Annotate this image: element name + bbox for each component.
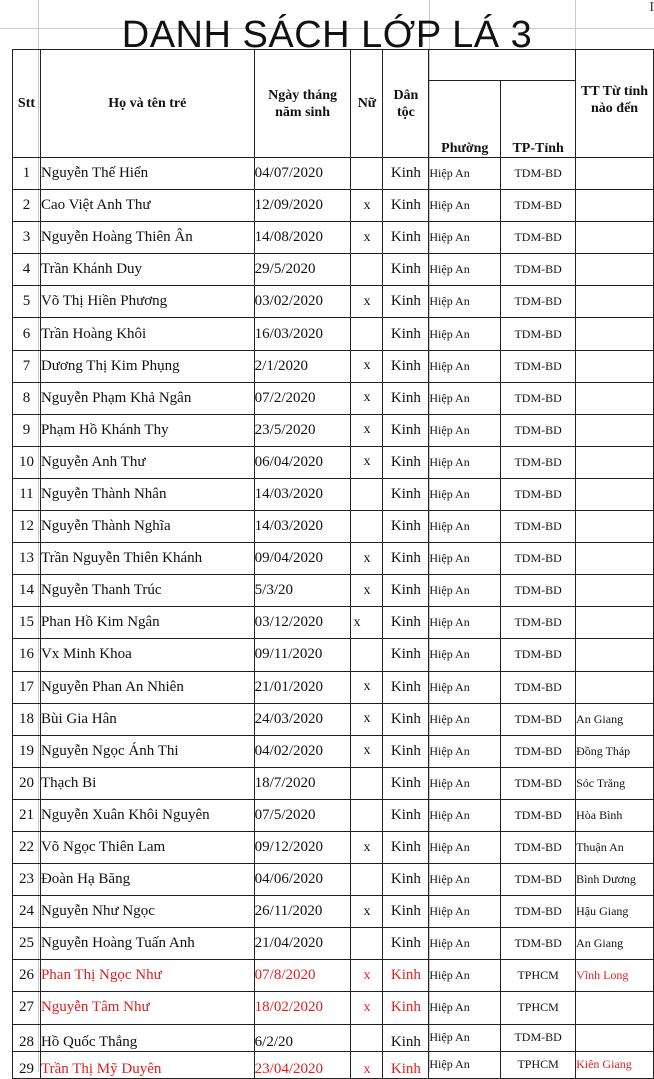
row-ward: Hiệp An — [429, 960, 501, 992]
row-ethnicity: Kinh — [383, 222, 429, 254]
row-dob: 09/04/2020 — [254, 543, 351, 575]
row-female-mark: x — [351, 382, 383, 414]
row-dob: 21/04/2020 — [254, 928, 351, 960]
row-ethnicity: Kinh — [383, 511, 429, 543]
row-dob: 6/2/20 — [254, 1024, 351, 1051]
row-ward: Hiệp An — [429, 446, 501, 478]
row-female-mark: x — [351, 286, 383, 318]
table-row — [13, 222, 654, 254]
row-ethnicity: Kinh — [383, 767, 429, 799]
table-row — [13, 158, 654, 190]
row-dob: 04/07/2020 — [254, 158, 351, 190]
row-stt: 14 — [13, 575, 41, 607]
header-stt: Stt — [13, 50, 41, 158]
row-female-mark — [351, 639, 383, 671]
row-origin: An Giang — [576, 703, 654, 735]
row-stt: 26 — [13, 960, 41, 992]
row-female-mark: x — [351, 831, 383, 863]
row-ethnicity: Kinh — [383, 799, 429, 831]
row-ethnicity: Kinh — [383, 318, 429, 350]
row-female-mark: x — [351, 607, 383, 639]
row-province: TDM-BD — [501, 671, 576, 703]
row-province: TDM-BD — [501, 254, 576, 286]
row-ethnicity: Kinh — [383, 382, 429, 414]
row-name: Trần Nguyễn Thiên Khánh — [40, 543, 254, 575]
table-row — [13, 831, 654, 863]
row-ward: Hiệp An — [429, 318, 501, 350]
row-stt: 3 — [13, 222, 41, 254]
row-ethnicity: Kinh — [383, 896, 429, 928]
row-female-mark: x — [351, 190, 383, 222]
row-ethnicity: Kinh — [383, 286, 429, 318]
row-female-mark: x — [351, 575, 383, 607]
table-row — [13, 478, 654, 510]
row-province: TPHCM — [501, 1051, 576, 1078]
header-name: Họ và tên trẻ — [40, 50, 254, 158]
table-row — [13, 607, 654, 639]
row-province: TDM-BD — [501, 607, 576, 639]
row-province: TDM-BD — [501, 1024, 576, 1051]
row-ward: Hiệp An — [429, 222, 501, 254]
row-province: TDM-BD — [501, 190, 576, 222]
row-ward: Hiệp An — [429, 735, 501, 767]
table-row — [13, 286, 654, 318]
row-dob: 06/04/2020 — [254, 446, 351, 478]
row-dob: 04/06/2020 — [254, 864, 351, 896]
row-dob: 14/03/2020 — [254, 511, 351, 543]
row-ethnicity: Kinh — [383, 350, 429, 382]
row-name: Nguyễn Hoàng Thiên Ân — [40, 222, 254, 254]
row-female-mark: x — [351, 671, 383, 703]
row-origin: Đồng Tháp — [576, 735, 654, 767]
row-province: TDM-BD — [501, 446, 576, 478]
row-origin — [576, 511, 654, 543]
header-address-group — [429, 50, 576, 81]
row-dob: 12/09/2020 — [254, 190, 351, 222]
table-row — [13, 639, 654, 671]
row-origin — [576, 446, 654, 478]
row-name: Nguyễn Phan An Nhiên — [40, 671, 254, 703]
row-female-mark: x — [351, 703, 383, 735]
row-female-mark: x — [351, 446, 383, 478]
header-province: TP-Tỉnh — [501, 81, 576, 158]
row-origin: Hậu Giang — [576, 896, 654, 928]
table-row — [13, 254, 654, 286]
row-dob: 23/04/2020 — [254, 1051, 351, 1078]
row-stt: 27 — [13, 992, 41, 1024]
row-dob: 07/2/2020 — [254, 382, 351, 414]
table-row — [13, 671, 654, 703]
row-stt: 9 — [13, 414, 41, 446]
row-name: Nguyễn Ngọc Ánh Thi — [40, 735, 254, 767]
class-roster-table — [12, 49, 654, 1079]
row-origin: Thuận An — [576, 831, 654, 863]
row-stt: 18 — [13, 703, 41, 735]
row-dob: 03/02/2020 — [254, 286, 351, 318]
table-row — [13, 864, 654, 896]
row-name: Nguyễn Thanh Trúc — [40, 575, 254, 607]
row-name: Thạch Bi — [40, 767, 254, 799]
row-name: Nguyễn Thành Nhân — [40, 478, 254, 510]
row-name: Nguyễn Tâm Như — [40, 992, 254, 1024]
header-female: Nữ — [351, 50, 383, 158]
row-stt: 15 — [13, 607, 41, 639]
row-ethnicity: Kinh — [383, 575, 429, 607]
row-stt: 20 — [13, 767, 41, 799]
row-name: Đoàn Hạ Băng — [40, 864, 254, 896]
row-ward: Hiệp An — [429, 799, 501, 831]
row-ward: Hiệp An — [429, 543, 501, 575]
row-ethnicity: Kinh — [383, 543, 429, 575]
row-origin — [576, 671, 654, 703]
row-ward: Hiệp An — [429, 703, 501, 735]
row-female-mark — [351, 478, 383, 510]
row-female-mark: x — [351, 735, 383, 767]
row-province: TDM-BD — [501, 222, 576, 254]
row-ward: Hiệp An — [429, 1051, 501, 1078]
row-stt: 11 — [13, 478, 41, 510]
row-dob: 04/02/2020 — [254, 735, 351, 767]
row-female-mark — [351, 767, 383, 799]
row-origin: Hòa Bình — [576, 799, 654, 831]
row-ethnicity: Kinh — [383, 414, 429, 446]
row-female-mark: x — [351, 414, 383, 446]
row-ethnicity: Kinh — [383, 190, 429, 222]
row-female-mark: x — [351, 1051, 383, 1078]
row-stt: 29 — [13, 1051, 41, 1078]
row-name: Dương Thị Kim Phụng — [40, 350, 254, 382]
row-ethnicity: Kinh — [383, 446, 429, 478]
row-ward: Hiệp An — [429, 286, 501, 318]
row-origin — [576, 254, 654, 286]
row-ward: Hiệp An — [429, 478, 501, 510]
table-header — [13, 50, 654, 158]
row-name: Hồ Quốc Thắng — [40, 1024, 254, 1051]
row-female-mark: x — [351, 960, 383, 992]
row-ward: Hiệp An — [429, 896, 501, 928]
row-ethnicity: Kinh — [383, 254, 429, 286]
row-stt: 22 — [13, 831, 41, 863]
row-ward: Hiệp An — [429, 382, 501, 414]
row-province: TDM-BD — [501, 286, 576, 318]
row-ethnicity: Kinh — [383, 960, 429, 992]
row-origin — [576, 190, 654, 222]
table-row — [13, 190, 654, 222]
row-ethnicity: Kinh — [383, 671, 429, 703]
row-province: TDM-BD — [501, 382, 576, 414]
row-ethnicity: Kinh — [383, 1024, 429, 1051]
row-origin — [576, 543, 654, 575]
row-name: Phan Thị Ngọc Như — [40, 960, 254, 992]
table-body — [13, 158, 654, 1079]
row-ward: Hiệp An — [429, 992, 501, 1024]
row-origin: Sóc Trăng — [576, 767, 654, 799]
row-female-mark: x — [351, 222, 383, 254]
table-row — [13, 1024, 654, 1051]
row-female-mark — [351, 928, 383, 960]
row-ward: Hiệp An — [429, 414, 501, 446]
row-name: Trần Hoàng Khôi — [40, 318, 254, 350]
row-name: Nguyễn Thế Hiển — [40, 158, 254, 190]
row-province: TDM-BD — [501, 350, 576, 382]
row-province: TDM-BD — [501, 831, 576, 863]
row-name: Nguyễn Phạm Khả Ngân — [40, 382, 254, 414]
row-stt: 2 — [13, 190, 41, 222]
row-province: TDM-BD — [501, 318, 576, 350]
row-name: Phan Hồ Kim Ngân — [40, 607, 254, 639]
header-origin: TT Từ tỉnh nào đến — [576, 50, 654, 158]
row-ward: Hiệp An — [429, 190, 501, 222]
row-province: TDM-BD — [501, 639, 576, 671]
row-origin: Vĩnh Long — [576, 960, 654, 992]
row-ward: Hiệp An — [429, 350, 501, 382]
row-female-mark — [351, 158, 383, 190]
row-dob: 03/12/2020 — [254, 607, 351, 639]
row-name: Phạm Hồ Khánh Thy — [40, 414, 254, 446]
table-row — [13, 575, 654, 607]
row-dob: 18/02/2020 — [254, 992, 351, 1024]
table-row — [13, 767, 654, 799]
row-origin: An Giang — [576, 928, 654, 960]
table-row — [13, 1051, 654, 1078]
row-ward: Hiệp An — [429, 831, 501, 863]
row-dob: 5/3/20 — [254, 575, 351, 607]
row-province: TDM-BD — [501, 158, 576, 190]
row-female-mark — [351, 318, 383, 350]
row-stt: 24 — [13, 896, 41, 928]
row-female-mark: x — [351, 543, 383, 575]
row-stt: 4 — [13, 254, 41, 286]
row-name: Vx Minh Khoa — [40, 639, 254, 671]
row-origin — [576, 350, 654, 382]
row-province: TDM-BD — [501, 799, 576, 831]
row-province: TDM-BD — [501, 703, 576, 735]
table-row — [13, 799, 654, 831]
row-ward: Hiệp An — [429, 671, 501, 703]
row-dob: 23/5/2020 — [254, 414, 351, 446]
row-ethnicity: Kinh — [383, 864, 429, 896]
row-female-mark — [351, 1024, 383, 1051]
row-origin — [576, 158, 654, 190]
row-stt: 17 — [13, 671, 41, 703]
row-name: Trần Thị Mỹ Duyên — [40, 1051, 254, 1078]
row-name: Võ Thị Hiền Phương — [40, 286, 254, 318]
row-ward: Hiệp An — [429, 158, 501, 190]
row-province: TDM-BD — [501, 478, 576, 510]
row-province: TDM-BD — [501, 543, 576, 575]
table-row — [13, 960, 654, 992]
row-origin — [576, 414, 654, 446]
row-ethnicity: Kinh — [383, 1051, 429, 1078]
row-female-mark — [351, 511, 383, 543]
row-stt: 8 — [13, 382, 41, 414]
row-province: TPHCM — [501, 992, 576, 1024]
row-stt: 13 — [13, 543, 41, 575]
row-ethnicity: Kinh — [383, 992, 429, 1024]
row-female-mark: x — [351, 896, 383, 928]
row-dob: 14/03/2020 — [254, 478, 351, 510]
table-row — [13, 703, 654, 735]
row-ethnicity: Kinh — [383, 703, 429, 735]
row-dob: 09/12/2020 — [254, 831, 351, 863]
row-origin — [576, 1024, 654, 1051]
row-dob: 09/11/2020 — [254, 639, 351, 671]
row-origin — [576, 639, 654, 671]
row-name: Trần Khánh Duy — [40, 254, 254, 286]
table-row — [13, 318, 654, 350]
row-dob: 24/03/2020 — [254, 703, 351, 735]
row-ward: Hiệp An — [429, 767, 501, 799]
row-ethnicity: Kinh — [383, 735, 429, 767]
row-stt: 19 — [13, 735, 41, 767]
header-dob: Ngày tháng năm sinh — [254, 50, 351, 158]
row-stt: 28 — [13, 1024, 41, 1051]
header-ward: Phường — [429, 81, 501, 158]
row-ethnicity: Kinh — [383, 607, 429, 639]
table-row — [13, 382, 654, 414]
row-dob: 14/08/2020 — [254, 222, 351, 254]
row-province: TDM-BD — [501, 767, 576, 799]
row-stt: 6 — [13, 318, 41, 350]
row-origin — [576, 318, 654, 350]
row-stt: 12 — [13, 511, 41, 543]
row-stt: 1 — [13, 158, 41, 190]
row-dob: 29/5/2020 — [254, 254, 351, 286]
row-ward: Hiệp An — [429, 511, 501, 543]
row-ethnicity: Kinh — [383, 478, 429, 510]
row-female-mark — [351, 799, 383, 831]
row-province: TDM-BD — [501, 414, 576, 446]
row-origin — [576, 992, 654, 1024]
row-female-mark: x — [351, 350, 383, 382]
row-stt: 16 — [13, 639, 41, 671]
table-row — [13, 446, 654, 478]
table-row — [13, 928, 654, 960]
row-origin — [576, 382, 654, 414]
row-name: Nguyễn Như Ngọc — [40, 896, 254, 928]
table-row — [13, 543, 654, 575]
table-row — [13, 735, 654, 767]
corner-cell-text: I — [649, 0, 654, 15]
row-province: TDM-BD — [501, 575, 576, 607]
row-dob: 16/03/2020 — [254, 318, 351, 350]
row-origin — [576, 575, 654, 607]
row-ward: Hiệp An — [429, 254, 501, 286]
row-name: Võ Ngọc Thiên Lam — [40, 831, 254, 863]
row-name: Nguyễn Anh Thư — [40, 446, 254, 478]
row-dob: 18/7/2020 — [254, 767, 351, 799]
row-origin — [576, 607, 654, 639]
row-province: TDM-BD — [501, 896, 576, 928]
row-dob: 21/01/2020 — [254, 671, 351, 703]
row-dob: 2/1/2020 — [254, 350, 351, 382]
row-stt: 21 — [13, 799, 41, 831]
row-province: TDM-BD — [501, 511, 576, 543]
row-province: TDM-BD — [501, 864, 576, 896]
row-ward: Hiệp An — [429, 928, 501, 960]
row-name: Nguyễn Hoàng Tuấn Anh — [40, 928, 254, 960]
row-province: TPHCM — [501, 960, 576, 992]
row-ward: Hiệp An — [429, 864, 501, 896]
row-province: TDM-BD — [501, 928, 576, 960]
row-female-mark — [351, 254, 383, 286]
row-ward: Hiệp An — [429, 575, 501, 607]
table-row — [13, 350, 654, 382]
table-row — [13, 896, 654, 928]
row-origin: Bình Dương — [576, 864, 654, 896]
row-stt: 5 — [13, 286, 41, 318]
row-origin: Kiên Giang — [576, 1051, 654, 1078]
header-ethnicity: Dân tộc — [383, 50, 429, 158]
row-dob: 26/11/2020 — [254, 896, 351, 928]
row-name: Cao Việt Anh Thư — [40, 190, 254, 222]
row-stt: 7 — [13, 350, 41, 382]
row-ethnicity: Kinh — [383, 831, 429, 863]
row-female-mark — [351, 864, 383, 896]
row-ward: Hiệp An — [429, 607, 501, 639]
page-title: DANH SÁCH LỚP LÁ 3 — [121, 14, 533, 56]
row-ethnicity: Kinh — [383, 639, 429, 671]
row-province: TDM-BD — [501, 735, 576, 767]
row-origin — [576, 286, 654, 318]
row-origin — [576, 478, 654, 510]
table-row — [13, 414, 654, 446]
row-stt: 25 — [13, 928, 41, 960]
table-row — [13, 511, 654, 543]
row-female-mark: x — [351, 992, 383, 1024]
row-origin — [576, 222, 654, 254]
row-ward: Hiệp An — [429, 639, 501, 671]
row-name: Nguyễn Xuân Khôi Nguyên — [40, 799, 254, 831]
table-row — [13, 992, 654, 1024]
row-name: Bùi Gia Hân — [40, 703, 254, 735]
row-stt: 10 — [13, 446, 41, 478]
row-dob: 07/8/2020 — [254, 960, 351, 992]
row-dob: 07/5/2020 — [254, 799, 351, 831]
row-ethnicity: Kinh — [383, 158, 429, 190]
row-stt: 23 — [13, 864, 41, 896]
row-name: Nguyễn Thành Nghĩa — [40, 511, 254, 543]
row-ward: Hiệp An — [429, 1024, 501, 1051]
row-ethnicity: Kinh — [383, 928, 429, 960]
